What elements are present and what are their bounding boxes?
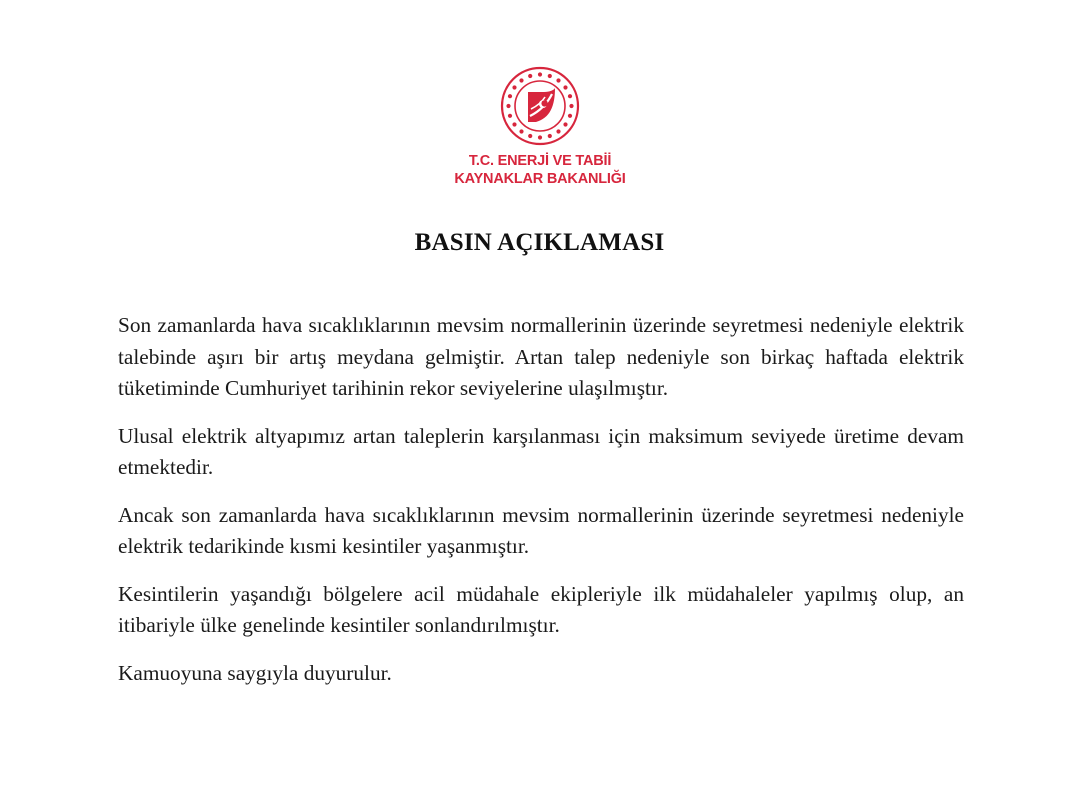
document-title: BASIN AÇIKLAMASI [414,229,665,256]
paragraph-2: Ulusal elektrik altyapımız artan taleplerin karşılanması için maksimum seviyede üretime devam etmektedir. [118,423,964,479]
ministry-name [390,152,690,188]
document-body [118,310,964,705]
paragraph-3: Ancak son zamanlarda hava sıcaklıklarının mevsim normallerinin üzerinde seyretmesi nedeniyle elektrik tedarikinde kısmi kesintiler yaşanmıştır. [118,502,964,558]
closing-paragraph: Kamuoyuna saygıyla duyurulur. [118,660,392,685]
ministry-name-line1: T.C. ENERJİ VE TABİİ [468,153,612,169]
paragraph-4: Kesintilerin yaşandığı bölgelere acil müdahale ekipleriyle ilk müdahaleler yapılmış olup, an itibariyle ülke genelinde kesintiler sonlandırılmıştır. [118,581,964,637]
ministry-emblem-icon [500,66,580,146]
ministry-name-line2: KAYNAKLAR BAKANLIĞI [454,171,626,187]
paragraph-1: Son zamanlarda hava sıcaklıklarının mevsim normallerinin üzerinde seyretmesi nedeniyle elektrik talebinde aşırı bir artış meydana gelmiştir. Artan talep nedeniyle son birkaç haftada elektrik tüketiminde Cumhuriyet tarihinin rekor seviyelerine ulaşılmıştır. [118,313,964,400]
